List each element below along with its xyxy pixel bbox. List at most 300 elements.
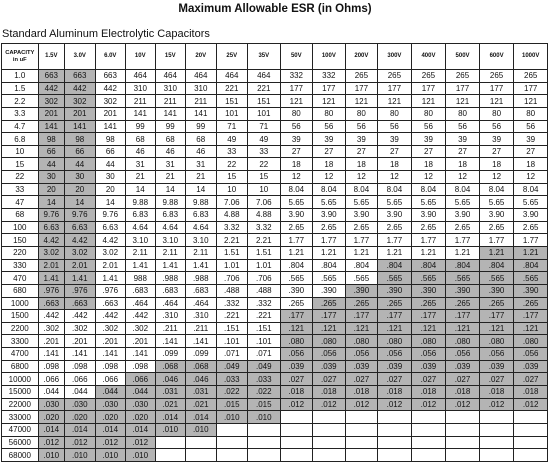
esr-value-cell: .039: [345, 360, 378, 373]
capacity-cell: 1.0: [2, 70, 39, 83]
table-row: [2, 272, 548, 285]
esr-value-cell: .056: [514, 348, 548, 361]
esr-value-cell: [479, 449, 514, 462]
capacity-cell: 6.8: [2, 133, 39, 146]
header-row: [2, 44, 548, 70]
esr-value-cell: 8.04: [411, 183, 446, 196]
esr-value-cell: .121: [514, 322, 548, 335]
esr-value-cell: .804: [411, 259, 446, 272]
capacity-cell: 47: [2, 196, 39, 209]
esr-value-cell: 39: [280, 133, 313, 146]
esr-value-cell: 12: [280, 171, 313, 184]
table-row: [2, 183, 548, 196]
esr-value-cell: [216, 423, 248, 436]
esr-value-cell: 98: [65, 133, 96, 146]
esr-value-cell: .211: [186, 322, 217, 335]
esr-value-cell: .012: [126, 436, 155, 449]
esr-value-cell: 8.04: [446, 183, 480, 196]
esr-value-cell: 21: [186, 171, 217, 184]
esr-value-cell: .177: [514, 310, 548, 323]
esr-value-cell: .027: [411, 373, 446, 386]
capacity-cell: 1.5: [2, 82, 39, 95]
esr-value-cell: 39: [446, 133, 480, 146]
esr-value-cell: .442: [38, 310, 64, 323]
table-row: [2, 322, 548, 335]
esr-value-cell: [155, 436, 186, 449]
esr-value-cell: .012: [479, 398, 514, 411]
esr-value-cell: [248, 423, 281, 436]
table-row: [2, 398, 548, 411]
esr-value-cell: .066: [65, 373, 96, 386]
esr-value-cell: .071: [248, 348, 281, 361]
esr-value-cell: .014: [38, 423, 64, 436]
esr-value-cell: 265: [514, 70, 548, 83]
esr-value-cell: 7.06: [248, 196, 281, 209]
esr-value-cell: 56: [411, 120, 446, 133]
esr-value-cell: .565: [313, 272, 346, 285]
esr-value-cell: 68: [186, 133, 217, 146]
esr-value-cell: 12: [479, 171, 514, 184]
esr-value-cell: 1.51: [216, 246, 248, 259]
esr-value-cell: 12: [378, 171, 412, 184]
esr-value-cell: .265: [446, 297, 480, 310]
esr-value-cell: .804: [514, 259, 548, 272]
esr-value-cell: 3.90: [280, 209, 313, 222]
esr-value-cell: 121: [514, 95, 548, 108]
esr-value-cell: 39: [345, 133, 378, 146]
esr-value-cell: .121: [479, 322, 514, 335]
esr-value-cell: 121: [345, 95, 378, 108]
esr-value-cell: 332: [280, 70, 313, 83]
esr-value-cell: .020: [38, 411, 64, 424]
esr-value-cell: [186, 449, 217, 462]
esr-value-cell: 80: [345, 107, 378, 120]
esr-value-cell: .442: [126, 310, 155, 323]
esr-value-cell: .804: [345, 259, 378, 272]
esr-value-cell: 151: [248, 95, 281, 108]
esr-value-cell: 3.32: [248, 221, 281, 234]
esr-value-cell: .151: [216, 322, 248, 335]
esr-value-cell: 12: [446, 171, 480, 184]
esr-value-cell: .056: [313, 348, 346, 361]
esr-value-cell: .031: [186, 386, 217, 399]
capacity-cell: 470: [2, 272, 39, 285]
esr-value-cell: 39: [378, 133, 412, 146]
esr-value-cell: 9.88: [155, 196, 186, 209]
table-row: [2, 82, 548, 95]
esr-value-cell: 1.77: [280, 234, 313, 247]
esr-value-cell: .010: [186, 423, 217, 436]
table-row: [2, 310, 548, 323]
esr-value-cell: 8.04: [345, 183, 378, 196]
esr-value-cell: 14: [126, 183, 155, 196]
esr-value-cell: .565: [378, 272, 412, 285]
esr-value-cell: .056: [411, 348, 446, 361]
esr-value-cell: .030: [126, 398, 155, 411]
esr-value-cell: 3.10: [126, 234, 155, 247]
esr-value-cell: .177: [479, 310, 514, 323]
esr-value-cell: 99: [155, 120, 186, 133]
esr-value-cell: 1.77: [411, 234, 446, 247]
esr-value-cell: 2.21: [216, 234, 248, 247]
esr-value-cell: .018: [479, 386, 514, 399]
esr-value-cell: 80: [411, 107, 446, 120]
esr-value-cell: .332: [216, 297, 248, 310]
esr-value-cell: .988: [186, 272, 217, 285]
capacity-cell: 6800: [2, 360, 39, 373]
esr-value-cell: 8.04: [479, 183, 514, 196]
esr-value-cell: .027: [514, 373, 548, 386]
esr-value-cell: [514, 449, 548, 462]
page-title: Maximum Allowable ESR (in Ohms): [178, 3, 372, 15]
esr-value-cell: 221: [248, 82, 281, 95]
esr-value-cell: 464: [216, 70, 248, 83]
esr-value-cell: 265: [378, 70, 412, 83]
esr-value-cell: 56: [345, 120, 378, 133]
esr-value-cell: 66: [38, 145, 64, 158]
esr-value-cell: .121: [280, 322, 313, 335]
esr-value-cell: .012: [345, 398, 378, 411]
table-row: [2, 335, 548, 348]
esr-value-cell: .098: [65, 360, 96, 373]
capacity-header-label: CAPACITY: [5, 49, 35, 56]
table-row: [2, 449, 548, 462]
esr-value-cell: 1.77: [378, 234, 412, 247]
esr-value-cell: 27: [479, 145, 514, 158]
capacity-cell: 680: [2, 284, 39, 297]
table-row: [2, 297, 548, 310]
esr-value-cell: .706: [216, 272, 248, 285]
capacity-cell: 68: [2, 209, 39, 222]
esr-value-cell: 22: [248, 158, 281, 171]
esr-value-cell: .080: [378, 335, 412, 348]
esr-value-cell: 56: [280, 120, 313, 133]
esr-value-cell: 8.04: [514, 183, 548, 196]
esr-value-cell: 1.41: [65, 272, 96, 285]
esr-value-cell: .056: [345, 348, 378, 361]
esr-value-cell: .039: [446, 360, 480, 373]
esr-value-cell: 39: [514, 133, 548, 146]
esr-value-cell: 56: [378, 120, 412, 133]
esr-value-cell: .565: [479, 272, 514, 285]
esr-value-cell: 1.21: [446, 246, 480, 259]
table-row: [2, 246, 548, 259]
esr-value-cell: [479, 423, 514, 436]
esr-value-cell: .565: [345, 272, 378, 285]
esr-value-cell: 2.11: [155, 246, 186, 259]
esr-value-cell: .177: [313, 310, 346, 323]
esr-value-cell: 201: [65, 107, 96, 120]
esr-value-cell: .177: [378, 310, 412, 323]
esr-value-cell: .265: [378, 297, 412, 310]
capacity-cell: 15: [2, 158, 39, 171]
esr-value-cell: .141: [38, 348, 64, 361]
esr-value-cell: 442: [38, 82, 64, 95]
esr-value-cell: 39: [479, 133, 514, 146]
esr-value-cell: .988: [155, 272, 186, 285]
esr-value-cell: [446, 411, 480, 424]
esr-value-cell: 7.06: [216, 196, 248, 209]
esr-value-cell: 1.41: [126, 259, 155, 272]
esr-value-cell: 56: [479, 120, 514, 133]
voltage-header: 50V: [280, 44, 313, 70]
esr-value-cell: 3.90: [514, 209, 548, 222]
esr-value-cell: .265: [411, 297, 446, 310]
esr-value-cell: .121: [345, 322, 378, 335]
esr-value-cell: 310: [186, 82, 217, 95]
esr-value-cell: .332: [248, 297, 281, 310]
esr-value-cell: 3.90: [313, 209, 346, 222]
esr-value-cell: .265: [345, 297, 378, 310]
esr-value-cell: 18: [280, 158, 313, 171]
esr-value-cell: 49: [248, 133, 281, 146]
esr-value-cell: 6.63: [95, 221, 126, 234]
esr-value-cell: 4.64: [186, 221, 217, 234]
esr-value-cell: .390: [479, 284, 514, 297]
esr-value-cell: .018: [345, 386, 378, 399]
capacity-cell: 4.7: [2, 120, 39, 133]
esr-value-cell: 20: [95, 183, 126, 196]
esr-value-cell: .027: [479, 373, 514, 386]
esr-value-cell: 18: [446, 158, 480, 171]
esr-value-cell: 265: [345, 70, 378, 83]
esr-value-cell: 20: [38, 183, 64, 196]
esr-value-cell: 2.65: [280, 221, 313, 234]
esr-value-cell: .010: [155, 423, 186, 436]
esr-value-cell: .027: [280, 373, 313, 386]
esr-value-cell: 33: [216, 145, 248, 158]
capacity-cell: 22: [2, 171, 39, 184]
esr-value-cell: .141: [95, 348, 126, 361]
esr-value-cell: 3.10: [155, 234, 186, 247]
esr-value-cell: 211: [126, 95, 155, 108]
esr-value-cell: .390: [411, 284, 446, 297]
esr-value-cell: .804: [479, 259, 514, 272]
esr-table: [1, 43, 548, 462]
esr-value-cell: 141: [65, 120, 96, 133]
esr-value-cell: 5.65: [514, 196, 548, 209]
esr-value-cell: 68: [126, 133, 155, 146]
esr-value-cell: [378, 411, 412, 424]
table-row: [2, 221, 548, 234]
esr-value-cell: .565: [280, 272, 313, 285]
esr-value-cell: .010: [126, 449, 155, 462]
esr-value-cell: 1.21: [378, 246, 412, 259]
voltage-header: 600V: [479, 44, 514, 70]
capacity-cell: 1500: [2, 310, 39, 323]
esr-value-cell: .804: [446, 259, 480, 272]
esr-value-cell: 663: [38, 70, 64, 83]
esr-value-cell: .056: [280, 348, 313, 361]
esr-value-cell: 27: [280, 145, 313, 158]
esr-value-cell: 9.88: [126, 196, 155, 209]
esr-value-cell: [411, 449, 446, 462]
esr-value-cell: 44: [95, 158, 126, 171]
esr-value-cell: .010: [65, 449, 96, 462]
esr-value-cell: .014: [65, 423, 96, 436]
esr-value-cell: [446, 449, 480, 462]
esr-value-cell: 21: [126, 171, 155, 184]
esr-value-cell: 2.65: [411, 221, 446, 234]
esr-value-cell: .663: [38, 297, 64, 310]
esr-value-cell: .390: [446, 284, 480, 297]
esr-value-cell: 9.76: [95, 209, 126, 222]
esr-value-cell: [186, 436, 217, 449]
esr-value-cell: .177: [411, 310, 446, 323]
esr-value-cell: .027: [446, 373, 480, 386]
esr-value-cell: .018: [280, 386, 313, 399]
esr-value-cell: 80: [479, 107, 514, 120]
esr-value-cell: .012: [280, 398, 313, 411]
capacity-cell: 2200: [2, 322, 39, 335]
esr-value-cell: 1.21: [280, 246, 313, 259]
capacity-cell: 4700: [2, 348, 39, 361]
esr-value-cell: 4.42: [38, 234, 64, 247]
esr-value-cell: 3.02: [95, 246, 126, 259]
esr-value-cell: .014: [126, 423, 155, 436]
esr-value-cell: 121: [411, 95, 446, 108]
esr-value-cell: .302: [65, 322, 96, 335]
esr-value-cell: .101: [248, 335, 281, 348]
esr-value-cell: 27: [446, 145, 480, 158]
esr-value-cell: .221: [216, 310, 248, 323]
esr-value-cell: .177: [446, 310, 480, 323]
capacity-cell: 22000: [2, 398, 39, 411]
esr-value-cell: 46: [126, 145, 155, 158]
capacity-cell: 10: [2, 145, 39, 158]
esr-value-cell: 98: [95, 133, 126, 146]
esr-value-cell: 121: [479, 95, 514, 108]
esr-value-cell: 99: [186, 120, 217, 133]
esr-value-cell: 151: [216, 95, 248, 108]
esr-value-cell: .012: [38, 436, 64, 449]
esr-value-cell: .976: [95, 284, 126, 297]
esr-value-cell: 2.65: [446, 221, 480, 234]
table-subtitle: Standard Aluminum Electrolytic Capacitors: [2, 28, 210, 40]
esr-value-cell: 2.11: [186, 246, 217, 259]
esr-value-cell: .056: [378, 348, 412, 361]
esr-value-cell: 46: [186, 145, 217, 158]
esr-value-cell: .030: [95, 398, 126, 411]
esr-value-cell: 4.42: [65, 234, 96, 247]
table-row: [2, 120, 548, 133]
esr-value-cell: 33: [248, 145, 281, 158]
esr-value-cell: .022: [248, 386, 281, 399]
esr-value-cell: 2.11: [126, 246, 155, 259]
esr-value-cell: 101: [216, 107, 248, 120]
esr-value-cell: 121: [280, 95, 313, 108]
voltage-header: 10V: [126, 44, 155, 70]
esr-value-cell: .177: [280, 310, 313, 323]
esr-value-cell: 310: [155, 82, 186, 95]
esr-value-cell: 177: [514, 82, 548, 95]
esr-value-cell: 66: [95, 145, 126, 158]
esr-value-cell: .020: [65, 411, 96, 424]
esr-value-cell: 464: [126, 70, 155, 83]
esr-value-cell: [514, 411, 548, 424]
esr-value-cell: 3.02: [65, 246, 96, 259]
esr-value-cell: .080: [345, 335, 378, 348]
esr-value-cell: 80: [313, 107, 346, 120]
esr-value-cell: 8.04: [313, 183, 346, 196]
esr-value-cell: 80: [378, 107, 412, 120]
esr-value-cell: 30: [38, 171, 64, 184]
esr-value-cell: .201: [95, 335, 126, 348]
esr-value-cell: .021: [186, 398, 217, 411]
esr-value-cell: .265: [514, 297, 548, 310]
esr-value-cell: .030: [38, 398, 64, 411]
esr-value-cell: .488: [216, 284, 248, 297]
esr-value-cell: 18: [479, 158, 514, 171]
esr-value-cell: 1.21: [411, 246, 446, 259]
esr-value-cell: [514, 423, 548, 436]
esr-value-cell: .039: [280, 360, 313, 373]
esr-value-cell: 2.01: [95, 259, 126, 272]
esr-value-cell: 56: [514, 120, 548, 133]
esr-value-cell: 177: [378, 82, 412, 95]
esr-value-cell: 4.42: [95, 234, 126, 247]
esr-value-cell: 71: [248, 120, 281, 133]
esr-value-cell: 302: [65, 95, 96, 108]
esr-value-cell: 18: [345, 158, 378, 171]
esr-value-cell: .020: [95, 411, 126, 424]
esr-value-cell: .020: [126, 411, 155, 424]
voltage-header: 1.5V: [38, 44, 64, 70]
esr-value-cell: 14: [155, 183, 186, 196]
esr-value-cell: .044: [38, 386, 64, 399]
esr-value-cell: .010: [216, 411, 248, 424]
esr-value-cell: .804: [280, 259, 313, 272]
esr-value-cell: 6.63: [38, 221, 64, 234]
esr-value-cell: 177: [479, 82, 514, 95]
esr-value-cell: 1.77: [313, 234, 346, 247]
esr-value-cell: .012: [65, 436, 96, 449]
esr-value-cell: .221: [248, 310, 281, 323]
table-row: [2, 360, 548, 373]
esr-value-cell: .044: [65, 386, 96, 399]
table-row: [2, 145, 548, 158]
esr-value-cell: 1.41: [38, 272, 64, 285]
esr-value-cell: [313, 411, 346, 424]
capacity-cell: 150: [2, 234, 39, 247]
esr-value-cell: 27: [411, 145, 446, 158]
esr-value-cell: 2.65: [514, 221, 548, 234]
esr-value-cell: 442: [95, 82, 126, 95]
esr-value-cell: 80: [280, 107, 313, 120]
esr-value-cell: .121: [446, 322, 480, 335]
esr-value-cell: [280, 411, 313, 424]
capacity-cell: 330: [2, 259, 39, 272]
esr-value-cell: 2.65: [378, 221, 412, 234]
esr-value-cell: 80: [514, 107, 548, 120]
esr-value-cell: 3.90: [378, 209, 412, 222]
esr-value-cell: 44: [38, 158, 64, 171]
esr-value-cell: 14: [186, 183, 217, 196]
esr-value-cell: .442: [65, 310, 96, 323]
table-row: [2, 107, 548, 120]
esr-value-cell: .201: [126, 335, 155, 348]
esr-value-cell: 15: [248, 171, 281, 184]
esr-value-cell: .046: [155, 373, 186, 386]
esr-value-cell: .012: [446, 398, 480, 411]
esr-value-cell: .080: [446, 335, 480, 348]
esr-value-cell: 302: [38, 95, 64, 108]
esr-value-cell: .018: [378, 386, 412, 399]
esr-value-cell: 46: [155, 145, 186, 158]
esr-value-cell: 44: [65, 158, 96, 171]
voltage-header: 35V: [248, 44, 281, 70]
esr-value-cell: 71: [216, 120, 248, 133]
